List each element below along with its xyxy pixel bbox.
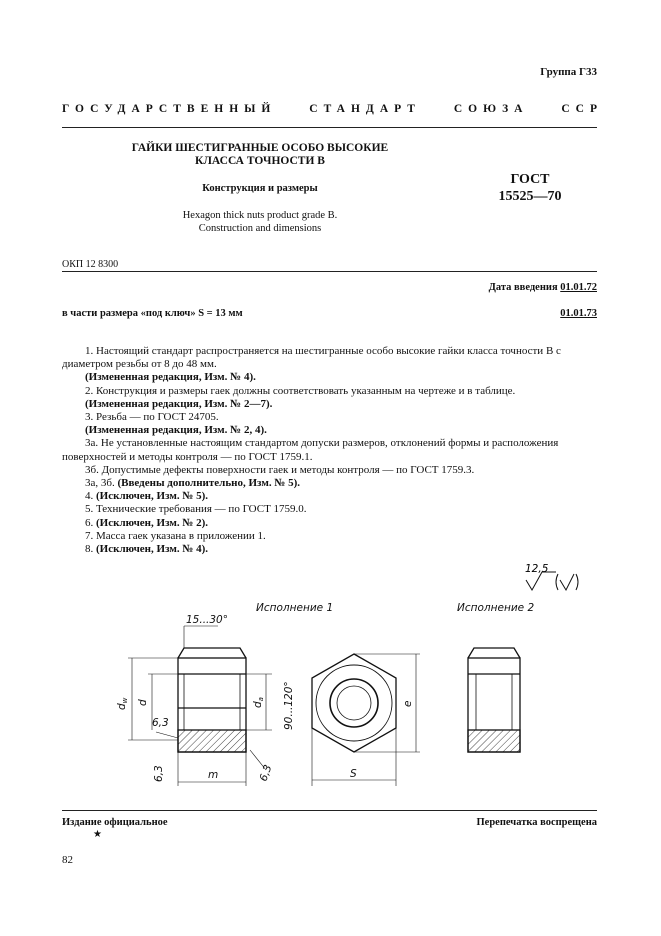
dim-m-label: m	[208, 769, 219, 781]
dim-dw-label: dw	[116, 697, 129, 710]
dimension-lines	[128, 626, 420, 786]
bracket-close-icon	[576, 574, 578, 590]
dim-6-3-label: 6,3	[257, 763, 275, 784]
paragraph: 3а. Не установленные настоящим стандартом допуски размеров, отклонений формы и расположения поверхностей и методы контроля — по ГОСТ 1759.1.	[62, 437, 559, 463]
gost-number	[480, 171, 580, 205]
paragraph: 3б. Допустимые дефекты поверхности гаек и методы контроля — по ГОСТ 1759.3.	[85, 463, 475, 476]
nut-drawing	[100, 610, 560, 810]
chamfer-angle-label: 15...30°	[186, 614, 228, 626]
dim-e-label: e	[402, 700, 414, 707]
star-icon: ★	[93, 829, 102, 840]
paragraph: 3а, 3б. (Введены дополнительно, Изм. № 5).	[85, 477, 301, 490]
dim-6-3-label: 6,3	[152, 717, 169, 729]
state-word: СОЮЗА	[453, 103, 529, 115]
gost-code: 15525—70	[498, 189, 562, 204]
intro-date-value: 01.01.72	[560, 282, 597, 293]
okp-code: ОКП 12 8300	[62, 259, 119, 270]
title-line: ГАЙКИ ШЕСТИГРАННЫЕ ОСОБО ВЫСОКИЕ	[131, 142, 389, 154]
paragraph-change-note: (Измененная редакция, Изм. № 4).	[85, 371, 256, 384]
thread-section-hatch	[178, 730, 246, 752]
state-word: ГОСУДАРСТВЕННЫЙ	[62, 103, 277, 115]
official-edition: Издание официальное	[62, 817, 168, 828]
paragraph-change-note: (Измененная редакция, Изм. № 2, 4).	[85, 424, 267, 437]
paragraph: 2. Конструкция и размеры гаек должны соответствовать указанным на чертеже и в таблице.	[85, 384, 516, 397]
english-title-line: Hexagon thick nuts product grade B.	[182, 210, 338, 221]
english-title-line: Construction and dimensions	[198, 223, 322, 234]
header-rule	[62, 127, 597, 128]
intro-date-label: Дата введения	[488, 282, 558, 293]
body-text	[62, 345, 597, 556]
variant-1-label: Исполнение 1	[256, 602, 334, 614]
paragraph: 7. Масса гаек указана в приложении 1.	[85, 529, 266, 542]
paragraph: 6. (Исключен, Изм. № 2).	[85, 516, 209, 529]
page-number: 82	[62, 854, 73, 866]
roughness-symbol	[520, 560, 590, 596]
state-standard-heading	[62, 103, 603, 115]
partial-date-value: 01.01.73	[560, 308, 597, 319]
side-view-variant-2	[468, 648, 520, 752]
roughness-check-small-icon	[560, 574, 574, 590]
variant-2-label: Исполнение 2	[457, 602, 535, 614]
okp-rule	[62, 271, 597, 272]
thread-section-hatch-2	[468, 730, 520, 752]
gost-label: ГОСТ	[510, 172, 550, 187]
state-word: СТАНДАРТ	[309, 103, 421, 115]
paragraph-change-note: (Измененная редакция, Изм. № 2—7).	[85, 397, 273, 410]
dim-d-label: d	[137, 699, 149, 706]
side-view-variant-1	[178, 648, 246, 752]
top-view	[312, 654, 396, 752]
paragraph: 1. Настоящий стандарт распространяется на шестигранные особо высокие гайки класса точности В с диаметром резьбы от 8 до 48 мм.	[62, 345, 561, 371]
dim-s-label: S	[350, 768, 357, 780]
cone-angle-label: 90...120°	[283, 681, 295, 730]
state-word: ССР	[561, 103, 603, 115]
dimension-labels	[116, 614, 414, 783]
intro-date	[489, 282, 597, 293]
roughness-value: 12,5	[525, 563, 549, 575]
footer-rule	[62, 810, 597, 811]
paragraph: 5. Технические требования — по ГОСТ 1759.0.	[85, 503, 307, 516]
document-title	[110, 142, 410, 168]
dim-da-label: da	[252, 697, 265, 708]
paragraph: 4. (Исключен, Изм. № 5).	[85, 490, 209, 503]
paragraph: 8. (Исключен, Изм. № 4).	[85, 543, 209, 556]
document-subtitle: Конструкция и размеры	[202, 183, 318, 194]
group-code: Группа Г33	[540, 66, 597, 78]
paragraph: 3. Резьба — по ГОСТ 24705.	[85, 411, 219, 424]
dim-6-3-label: 6,3	[153, 765, 165, 782]
title-line: КЛАССА ТОЧНОСТИ В	[195, 155, 325, 167]
bracket-open-icon	[556, 574, 558, 590]
english-title	[110, 209, 410, 235]
reprint-notice: Перепечатка воспрещена	[476, 817, 597, 828]
partial-date-label: в части размера «под ключ» S = 13 мм	[62, 308, 243, 319]
